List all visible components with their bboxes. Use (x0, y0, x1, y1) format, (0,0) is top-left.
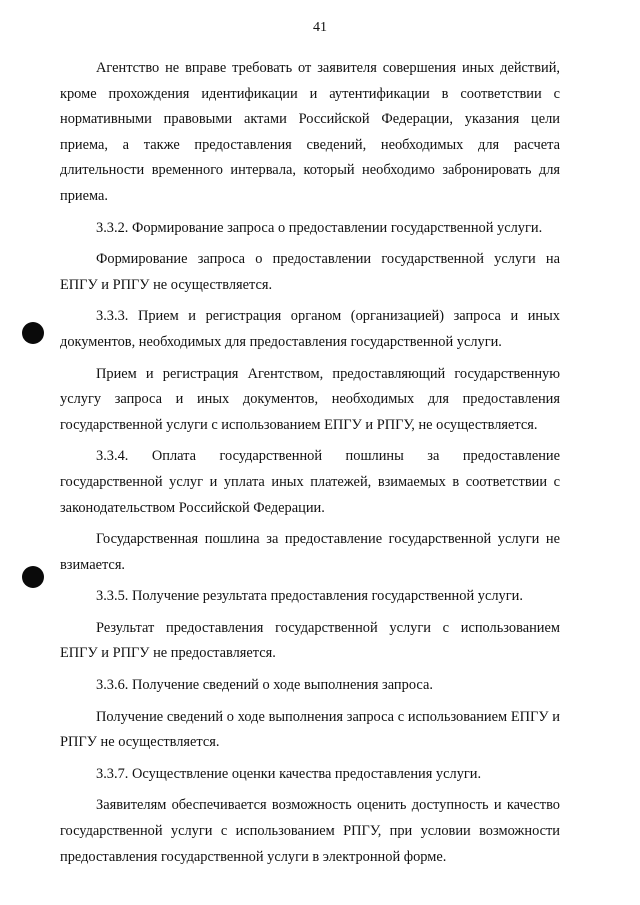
paragraph: Агентство не вправе требовать от заявителя совершения иных действий, кроме прохождения идентификации и аутентификации в соответствии с нормативными правовыми актами Российской Федерации, указания цели приема, а также предоставления сведений, необходимых для расчета длительности временного интервала, который необходимо забронировать для приема. (60, 60, 560, 204)
section-heading: 3.3.6. Получение сведений о ходе выполнения запроса. (96, 677, 433, 694)
page-number: 41 (313, 20, 327, 35)
paragraph: Заявителям обеспечивается возможность оценить доступность и качество государственной услуги с использованием РПГУ, при условии возможности предоставления государственной услуги в электронной форме. (60, 797, 560, 865)
section-heading: 3.3.7. Осуществление оценки качества предоставления услуги. (96, 765, 482, 782)
section-heading: 3.3.5. Получение результата предоставления государственной услуги. (96, 588, 523, 605)
section-heading: 3.3.2. Формирование запроса о предоставлении государственной услуги. (96, 219, 543, 236)
paragraph: Результат предоставления государственной услуги с использованием ЕПГУ и РПГУ не предоставляется. (60, 619, 560, 662)
section-heading: 3.3.4. Оплата государственной пошлины за предоставление государственной услуг и уплата иных платежей, взимаемых в соответствии с законодательством Российской Федерации. (60, 448, 560, 516)
document-body (60, 56, 560, 876)
paragraph: Прием и регистрация Агентством, предоставляющий государственную услугу запроса и иных документов, необходимых для предоставления государственной услуги с использованием ЕПГУ и РПГУ, не осуществляется. (60, 365, 560, 433)
punch-hole-mark (22, 566, 44, 588)
punch-hole-mark (22, 322, 44, 344)
paragraph: Получение сведений о ходе выполнения запроса с использованием ЕПГУ и РПГУ не осуществляется. (60, 708, 560, 751)
paragraph: Формирование запроса о предоставлении государственной услуги на ЕПГУ и РПГУ не осуществляется. (60, 251, 560, 293)
paragraph: Государственная пошлина за предоставление государственной услуги не взимается. (60, 531, 560, 573)
section-heading: 3.3.3. Прием и регистрация органом (организацией) запроса и иных документов, необходимых для предоставления государственной услуги. (60, 308, 560, 350)
